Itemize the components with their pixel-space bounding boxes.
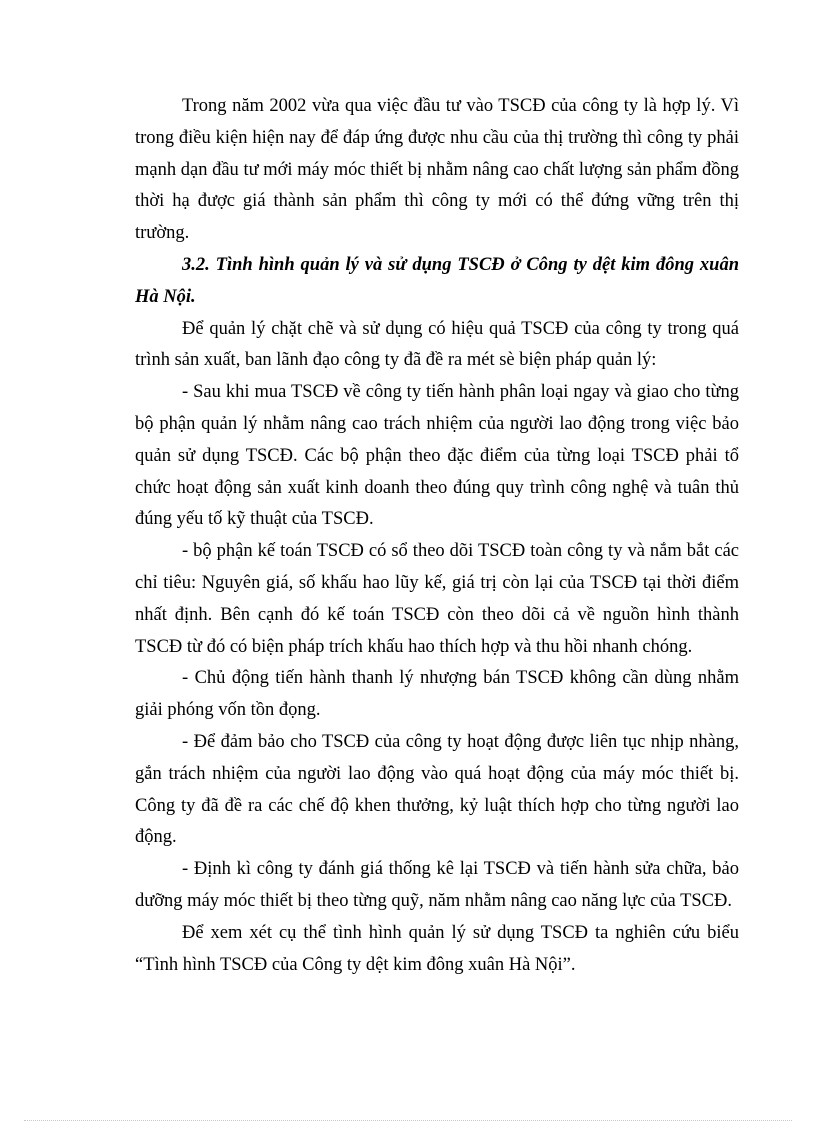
paragraph-maintenance: - Định kì công ty đánh giá thống kê lại TSCĐ và tiến hành sửa chữa, bảo dưỡng máy móc thiết bị theo từng quỹ, năm nhằm nâng cao năng lực của TSCĐ. xyxy=(135,859,739,911)
paragraph-classification: - Sau khi mua TSCĐ về công ty tiến hành phân loại ngay và giao cho từng bộ phận quản lý nhằm nâng cao trách nhiệm của người lao động trong việc bảo quản sử dụng TSCĐ. Các bộ phận theo đặc điểm của từng loại TSCĐ phải tổ chức hoạt động sản xuất kinh doanh theo đúng quy trình công nghệ và tuân thủ đúng yếu tố kỹ thuật của TSCĐ. xyxy=(135,382,739,530)
paragraph-responsibility: - Để đảm bảo cho TSCĐ của công ty hoạt động được liên tục nhịp nhàng, gắn trách nhiệm của người lao động vào quá hoạt động của máy móc thiết bị. Công ty đã đề ra các chế độ khen thưởng, kỷ luật thích hợp cho từng người lao động. xyxy=(135,731,739,848)
paragraph-investment-2002: Trong năm 2002 vừa qua việc đầu tư vào TSCĐ của công ty là hợp lý. Vì trong điều kiện hiện nay để đáp ứng được nhu cầu của thị trường thì công ty phải mạnh dạn đầu tư mới máy móc thiết bị nhằm nâng cao chất lượng sản phẩm đồng thời hạ được giá thành sản phẩm thì công ty mới có thể đứng vững trên thị trường. xyxy=(135,96,739,244)
paragraph-conclusion: Để xem xét cụ thể tình hình quản lý sử dụng TSCĐ ta nghiên cứu biểu “Tình hình TSCĐ của Công ty dệt kim đông xuân Hà Nội”. xyxy=(135,922,739,975)
document-page xyxy=(135,91,739,981)
paragraph-management-intro: Để quản lý chặt chẽ và sử dụng có hiệu quả TSCĐ của công ty trong quá trình sản xuất, ban lãnh đạo công ty đã đề ra mét sè biện pháp quản lý: xyxy=(135,318,739,371)
page-bottom-divider xyxy=(24,1120,792,1121)
paragraph-liquidation: - Chủ động tiến hành thanh lý nhượng bán TSCĐ không cần dùng nhằm giải phóng vốn tồn đọng. xyxy=(135,668,739,721)
section-heading-3-2: 3.2. Tình hình quản lý và sử dụng TSCĐ ở Công ty dệt kim đông xuân Hà Nội. xyxy=(135,254,739,307)
paragraph-accounting: - bộ phận kế toán TSCĐ có sổ theo dõi TSCĐ toàn công ty và nắm bắt các chỉ tiêu: Nguyên giá, số khấu hao lũy kế, giá trị còn lại của TSCĐ tại thời điểm nhất định. Bên cạnh đó kế toán TSCĐ còn theo dõi cả về nguồn hình thành TSCĐ từ đó có biện pháp trích khấu hao thích hợp và thu hồi nhanh chóng. xyxy=(135,541,739,657)
